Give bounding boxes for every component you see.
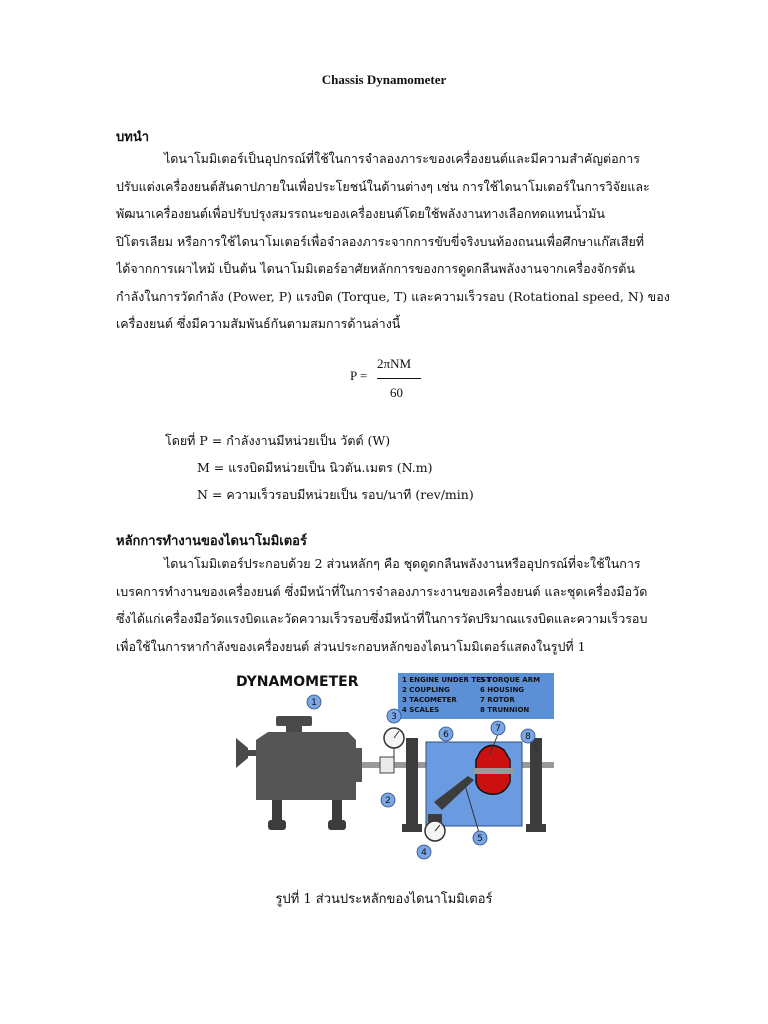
legend-item: 8 TRUNNION [480,706,530,714]
figure-caption: รูปที่ 1 ส่วนประหลักของไดนาโมมิเตอร์ [275,892,493,907]
coupling [380,757,394,773]
dynamometer-diagram [228,670,560,866]
callout-3: 3 [391,712,397,722]
dynamometer-figure [228,670,560,866]
callout-8: 8 [525,732,531,742]
paragraph-line: ปรับแต่งเครื่องยนต์สันดาปภายในเพื่อประโยชน์ในด้านต่างๆ เช่น การใช้ไดนาโมเตอร์ในการวิจัยและ [116,178,650,194]
paragraph-line: เบรคการทำงานของเครื่องยนต์ ซึ่งมีหน้าที่ในการจำลองภาระงานของเครื่องยนต์ และชุดเครื่องมือวัด [116,583,648,599]
callout-1: 1 [311,698,317,708]
legend-item: 7 ROTOR [480,696,515,704]
trunnion-left [406,738,418,830]
paragraph-line: พัฒนาเครื่องยนต์เพื่อปรับปรุงสมรรถนะของเครื่องยนต์โดยใช้พลังงานทางเลือกทดแทนน้ำมัน [116,206,605,221]
equation-denominator: 60 [390,385,403,400]
legend-item: 4 SCALES [402,706,440,714]
power-equation [345,352,435,408]
legend-item: 2 COUPLING [402,686,450,694]
fraction-bar [377,378,421,379]
section-heading-principle: หลักการทำงานของไดนาโมมิเตอร์ [116,534,307,549]
paragraph-line: ไดนาโมมิเตอร์ประกอบด้วย 2 ส่วนหลักๆ คือ ชุดดูดกลืนพลังงานหรืออุปกรณ์ที่จะใช้ในการ [164,556,641,571]
tachometer-gauge [384,728,404,760]
legend-item: 6 HOUSING [480,686,525,694]
definition-line: โดยที่ P = กำลังงานมีหน่วยเป็น วัตต์ (W) [165,433,391,448]
legend-item: 1 ENGINE UNDER TEST [402,676,491,684]
legend-item: 3 TACOMETER [402,696,457,704]
callout-6: 6 [443,730,449,740]
figure-title: DYNAMOMETER [236,674,359,690]
paragraph-line: ปิโตรเลียม หรือการใช้ไดนาโมเตอร์เพื่อจำลองภาระจากการขับขี่จริงบนท้องถนนเพื่อศึกษาแก๊สเสียที่ [116,233,645,249]
callout-5: 5 [477,834,483,844]
document-title: Chassis Dynamometer [321,72,447,87]
variable-definitions [165,427,474,508]
callout-2: 2 [385,796,391,806]
paragraph-line: ซึ่งได้แก่เครื่องมือวัดแรงบิดและวัดความเร็วรอบซึ่งมีหน้าที่ในการวัดปริมาณแรงบิดและความเร็วรอบ [116,611,648,626]
paragraph-line: กำลังในการวัดกำลัง (Power, P) แรงบิด (Torque, T) และความเร็วรอบ (Rotational speed, N) ของ [116,288,670,304]
principle-paragraph [116,550,672,660]
equation-numerator: 2πNM [377,356,412,371]
scales-gauge [425,814,445,841]
intro-paragraph [116,145,672,338]
paragraph-line: ได้จากการเผาไหม้ เป็นต้น ไดนาโมมิเตอร์อาศัยหลักการของการดูดกลืนพลังงานจากเครื่องจักรต้น [116,261,635,276]
paragraph-line: เพื่อใช้ในการหากำลังของเครื่องยนต์ ส่วนประกอบหลักของไดนาโมมิเตอร์แสดงในรูปที่ 1 [116,638,586,654]
callout-4: 4 [421,848,427,858]
legend-item: 5 TORQUE ARM [480,676,541,684]
engine-under-test [236,716,362,830]
definition-line: N = ความเร็วรอบมีหน่วยเป็น รอบ/นาที (rev/min) [197,487,474,502]
callout-7: 7 [495,724,501,734]
section-heading-intro: บทนำ [116,130,150,145]
paragraph-line: เครื่องยนต์ ซึ่งมีความสัมพันธ์กันตามสมการด้านล่างนี้ [116,316,401,331]
equation-lhs: P = [350,368,368,383]
trunnion-right [530,738,542,830]
definition-line: M = แรงบิดมีหน่วยเป็น นิวตัน.เมตร (N.m) [197,460,433,475]
paragraph-line: ไดนาโมมิเตอร์เป็นอุปกรณ์ที่ใช้ในการจำลองภาระของเครื่องยนต์และมีความสำคัญต่อการ [164,151,640,166]
